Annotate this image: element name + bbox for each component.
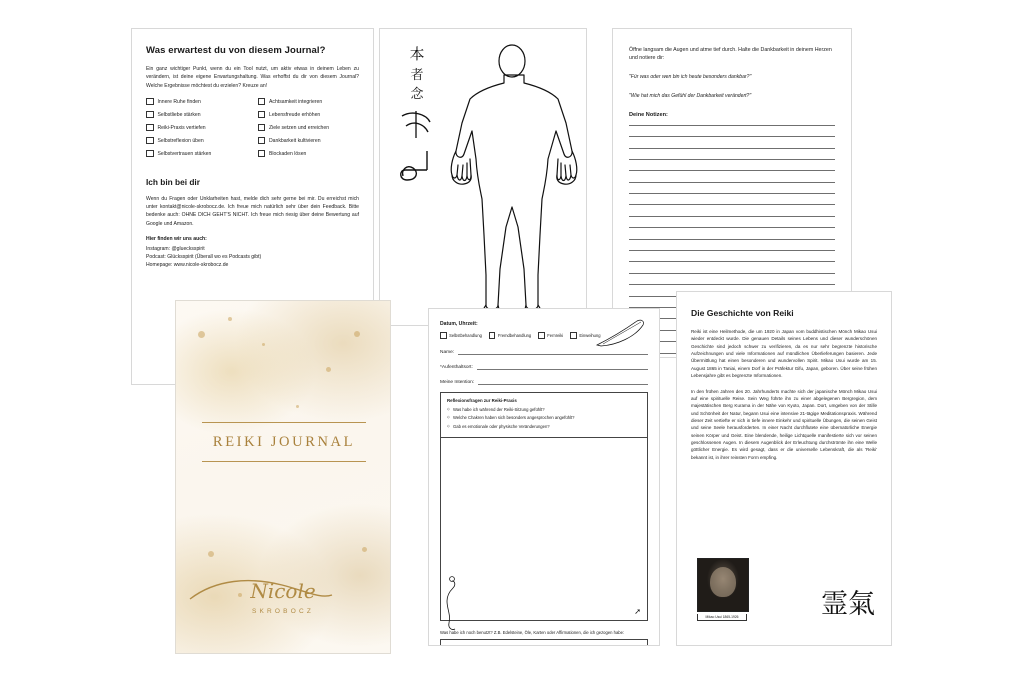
cover-signature [203,581,363,615]
checkbox-icon[interactable] [258,98,266,106]
checkbox-item[interactable] [258,137,360,145]
checkbox-label: Innere Ruhe finden [157,98,201,105]
reflection-bullet: ◇ Was habe ich während der Reiki-Sitzung gefühlt? [447,407,641,414]
reiki-kanji: 霊氣 [821,589,875,621]
checkbox-icon[interactable] [146,111,154,119]
checkbox-icon[interactable] [538,332,545,339]
name-field-input[interactable] [458,347,648,355]
feather-pen-icon [595,317,651,347]
writing-line[interactable] [629,136,835,137]
hon-sha-ze-sho-nen-symbol-icon: 者 [410,67,424,83]
writing-line[interactable] [629,216,835,217]
writing-line[interactable] [629,261,835,262]
checkbox-label: Selbstliebe stärken [157,111,201,118]
gold-splatter [198,331,205,338]
writing-line[interactable] [629,284,835,285]
checkbox-label: Blockaden lösen [269,150,307,157]
writing-line[interactable] [629,148,835,149]
session-type-label: Fremdbehandlung [497,332,532,338]
checkbox-icon[interactable] [440,332,447,339]
checkbox-group [146,98,359,163]
page-body-chart [379,28,587,326]
cover-title-frame [202,422,366,462]
meditating-figure-icon [437,575,467,635]
checkbox-item[interactable] [146,124,248,132]
checkbox-item[interactable] [258,124,360,132]
reflection-bullet: ◇ Welche Chakren haben sich besonders angesprochen angefühlt? [447,415,641,422]
checkbox-column-left [146,98,248,163]
checkbox-item[interactable] [258,98,360,106]
page-cover [175,300,391,654]
portrait-photo [697,558,749,612]
location-field-input[interactable] [477,362,648,370]
page-title: Was erwartest du von diesem Journal? [146,45,326,56]
checkbox-label: Ziele setzen und erreichen [269,124,330,131]
arrow-icon: ➚ [634,607,641,617]
intro-text: Ein ganz wichtiger Punkt, wenn du ein Tool nutzt, um aktiv etwas in deinem Leben zu verändern, ist deine eigene Erwartungshaltung. Was erhoffst du dir von diesem Journal? Welche Ergebnisse möchtest du erzielen? Kreuze an! [146,66,359,89]
name-field-label: Name: [440,349,455,355]
intention-field[interactable] [440,377,648,385]
checkbox-item[interactable] [258,150,360,158]
writing-line[interactable] [629,170,835,171]
cover-title: REIKI JOURNAL [212,434,356,450]
gold-splatter [296,405,299,408]
contact-heading: Hier finden wir uns auch: [146,235,207,242]
reflection-box [440,392,648,439]
checkbox-icon[interactable] [146,124,154,132]
writing-line[interactable] [629,204,835,205]
gold-splatter [262,343,265,346]
checkbox-label: Dankbarkeit kultivieren [269,137,321,144]
writing-line[interactable] [629,227,835,228]
reflection-quote-1: "Für was oder wen bin ich heute besonders dankbar?" [629,73,752,80]
reiki-symbol-column [394,47,440,192]
checkbox-item[interactable] [146,98,248,106]
checkbox-icon[interactable] [489,332,496,339]
form-datetime-label: Datum, Uhrzeit: [440,321,478,327]
session-type-label: Selbstbehandlung [449,332,482,338]
checkbox-item[interactable] [146,150,248,158]
history-title: Die Geschichte von Reiki [691,308,794,318]
page-reiki-history [676,291,892,646]
writing-line[interactable] [629,250,835,251]
checkbox-icon[interactable] [570,332,577,339]
checkbox-label: Achtsamkeit integrieren [269,98,323,105]
session-type-option[interactable] [489,332,531,339]
reflection-writing-area[interactable] [440,438,648,621]
writing-line[interactable] [629,125,835,126]
checkbox-item[interactable] [146,137,248,145]
checkbox-label: Reiki-Praxis vertiefen [157,124,206,131]
gold-splatter [362,547,367,552]
checkbox-icon[interactable] [146,150,154,158]
checkbox-icon[interactable] [258,137,266,145]
checkbox-icon[interactable] [258,111,266,119]
intention-field-label: Meine Intention: [440,379,475,385]
checkbox-icon[interactable] [146,98,154,106]
intention-field-input[interactable] [478,377,648,385]
signature-surname: SKROBOCZ [251,608,315,615]
name-field[interactable] [440,347,648,355]
gold-splatter [208,551,214,557]
human-body-outline-icon [442,39,582,319]
writing-line[interactable] [629,182,835,183]
checkbox-label: Selbstvertrauen stärken [157,150,212,157]
checkbox-label: Selbstreflexion üben [157,137,204,144]
sei-he-ki-symbol-icon: 念 [410,87,424,103]
history-paragraph-2: In den frühen Jahren des 20. Jahrhunderts machte sich der japanische Mönch Mikao Usui auf eine spirituelle Reise. Sein Weg führte ihn zu einer abgelegenen Bergregion, dem majestätischen Berg Kurama in der Nähe von Kyoto, Japan. Dort, umgeben von der Stille und Schönheit der Natur, begann Usui eine intensive 21-tägige Meditationspraxis. Während dieser Zeit vertiefte er sich in tiefe innere Einkehr und spirituelle Übungen, die seinen Geist und seine Seele herausforderten. In einer Nacht durchflutete eine übernatürliche Energie seinen Körper und Geist. Eine blendende, heilige Lichtquelle manifestierte sich vor seinen geschlossenen Augen. In diesem Augenblick der Erleuchtung durchströmte ihn eine Welle göttlicher Energie. Es wird gesagt, dass er die universelle Lebenskraft, die als 'Reiki' bekannt ist, in ihrer reinsten Form empfing. [691,388,877,460]
reflection-title: Reflexionsfragen zur Reiki-Praxis [447,397,517,403]
location-field[interactable] [440,362,648,370]
gold-splatter [228,317,232,321]
location-field-label: *Aufenthaltsort: [440,364,473,370]
contact-homepage: Homepage: www.nicole-skrobocz.de [146,262,229,269]
history-paragraph-1: Reiki ist eine Heilmethode, die um 1920 in Japan vom buddhistischen Mönch Mikao Usui wieder entdeckt wurde. Die genauen Details seines Lebens und dieser wunderschönen Geschichte sind jedoch schwer zu verifizieren, da es nur sehr begrenzte historische Aufzeichnungen und viele Informationen auf mündlichen Überlieferungen basieren. Jede Übermittlung hat einen besonderen und wundervollen Spirit. Mikao Usui wurde am 15. August 1865 in Taniai, einem Dorf in der Präfektur Gifu, Japan, geboren. Über seine frühen Lebensjahre gibt es begrenzte Informationen. [691,329,877,379]
cho-ku-rei-symbol-icon: 本 [409,45,425,63]
tools-writing-area[interactable] [440,639,648,646]
gold-splatter [326,367,331,372]
page-session-form [428,308,660,646]
session-type-label: Einweihung [579,332,601,338]
writing-line[interactable] [629,193,835,194]
session-type-label: Fernreiki [547,332,564,338]
signature-name: Nicole [250,579,316,603]
reflection-quote-2: "Wie hat mich das Gefühl der Dankbarkeit verändert?" [629,93,752,100]
checkbox-column-right [258,98,360,163]
reflection-bullet: ◇ Gab es emotionale oder physische Veränderungen? [447,424,641,431]
gold-splatter [354,331,360,337]
contact-instagram: Instagram: @gluecksspirit [146,245,205,252]
dai-ko-myo-symbol-icon [396,108,438,142]
session-type-option[interactable] [538,332,563,339]
checkbox-label: Lebensfreude erhöhen [269,111,321,118]
writing-line[interactable] [629,273,835,274]
section-heading-support: Ich bin bei dir [146,176,200,187]
cho-ku-rei-spiral-icon [397,148,437,192]
checkbox-icon[interactable] [258,150,266,158]
checkbox-item[interactable] [258,111,360,119]
portrait-caption: Mikao Usui 1865-1926 [697,614,747,621]
contact-podcast: Podcast: Glücksspirit (Überall wo es Podcasts gibt) [146,254,262,260]
writing-line[interactable] [629,159,835,160]
writing-line[interactable] [629,239,835,240]
tools-note-label: Was habe ich noch benutzt? Z.B. Edelsteine, Öle, Karten oder Affirmationen, die ich gezogen habe: [440,630,625,636]
support-text: Wenn du Fragen oder Unklarheiten hast, melde dich sehr gerne bei mir. Du erreichst mich unter kontakt@nicole-skrobocz.de. Ich freue mich natürlich sehr über dein Feedback. Bitte bedenke auch: OHNE DICH GEHT'S NICHT. Ich freue mich riesig über deine Bewertung auf Google und Amazon. [146,195,359,227]
notes-intro-text: Öffne langsam die Augen und atme tief durch. Halte die Dankbarkeit in deinem Herzen und notiere dir: [629,47,832,62]
checkbox-icon[interactable] [146,137,154,145]
session-type-option[interactable] [440,332,482,339]
checkbox-item[interactable] [146,111,248,119]
notes-label: Deine Notizen: [629,111,668,118]
checkbox-icon[interactable] [258,124,266,132]
usui-portrait [697,558,747,621]
